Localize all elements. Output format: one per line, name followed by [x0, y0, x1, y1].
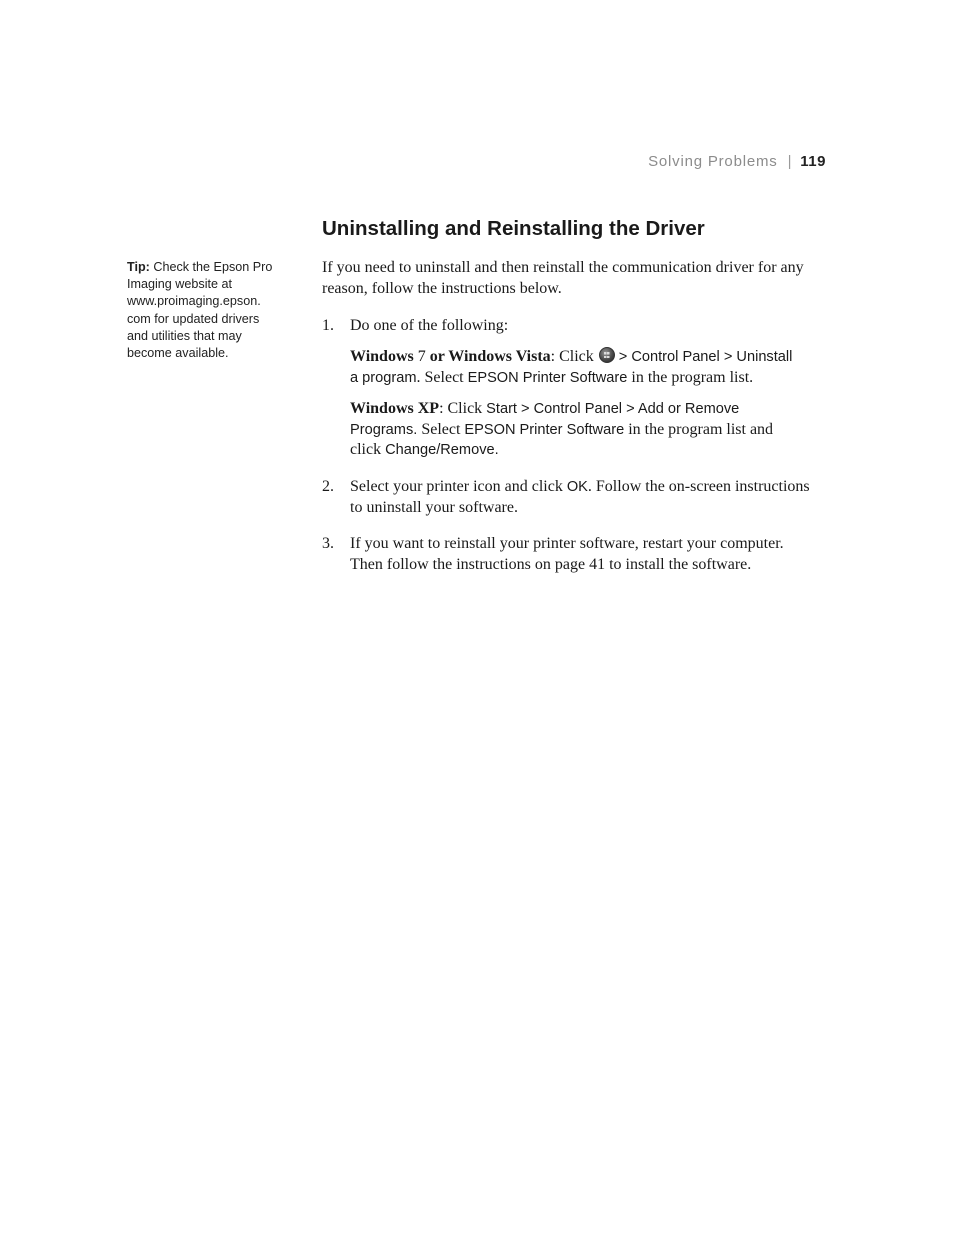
step-1-text: Do one of the following: [350, 317, 509, 334]
winxp-label: Windows XP [350, 400, 440, 417]
winxp-click-2: click [350, 441, 386, 458]
win7-label-c: or Windows Vista [429, 348, 551, 365]
running-head [648, 153, 826, 170]
step-1-number: 1. [322, 317, 334, 334]
tip-line-4: com for updated drivers [127, 311, 260, 326]
step-2-line-2: to uninstall your software. [350, 498, 518, 516]
step-3-line-2: Then follow the instructions on page 41 to install the software. [350, 555, 752, 573]
step-3-line-1: If you want to reinstall your printer software, restart your computer. [350, 535, 784, 552]
section-title: Uninstalling and Reinstalling the Driver [322, 217, 705, 240]
winxp-line-1 [350, 399, 832, 420]
winxp-select: Select [417, 420, 465, 438]
winxp-tail-1: in the program list and [624, 420, 774, 438]
tip-line-6: become available. [127, 346, 229, 361]
step-2-number: 2. [322, 478, 334, 495]
intro-paragraph [322, 258, 832, 299]
win7-line-1 [350, 347, 832, 368]
tip-line-1 [127, 259, 287, 276]
running-head-separator: | [787, 153, 793, 170]
tip-label: Tip: [127, 260, 150, 274]
tip-line-2: Imaging website at [127, 277, 233, 292]
winxp-software: EPSON Printer Software [464, 421, 625, 438]
step-2-line-1 [350, 477, 832, 498]
windows-xp-instructions [350, 399, 832, 461]
winxp-period: . [494, 442, 499, 458]
winxp-path-1: Start > Control Panel > Add or Remove [486, 401, 740, 417]
page-number: 119 [800, 153, 826, 170]
intro-line-1: If you need to uninstall and then reinstall the communication driver for any [322, 259, 804, 276]
intro-line-2: reason, follow the instructions below. [322, 279, 562, 297]
step-2-post: . Follow the on-screen instructions [587, 478, 810, 495]
tip-line-5: and utilities that may [127, 328, 242, 343]
winxp-change-remove: Change/Remove [385, 442, 495, 458]
step-3 [322, 534, 832, 575]
win7-line-2 [350, 368, 832, 389]
windows-start-icon [599, 347, 615, 363]
win7-tail: in the program list. [627, 368, 754, 386]
step-1 [322, 316, 832, 337]
step-2-ok: OK [566, 479, 588, 495]
running-head-section: Solving Problems [648, 153, 778, 170]
winxp-click: : Click [439, 400, 487, 417]
win7-label-a: Windows [350, 348, 414, 365]
tip-sidebar [127, 259, 287, 362]
win7-software: EPSON Printer Software [467, 369, 628, 386]
win7-label-b: 7 [413, 348, 430, 365]
win7-path-1: > Control Panel > Uninstall [618, 349, 793, 365]
winxp-line-2 [350, 420, 832, 441]
windows-7-instructions [350, 347, 832, 388]
step-3-number: 3. [322, 535, 334, 552]
step-2-pre: Select your printer icon and click [350, 478, 567, 495]
win7-click: : Click [550, 348, 594, 365]
winxp-path-2: Programs. [350, 421, 418, 438]
win7-path-2: a program [350, 369, 417, 386]
tip-text-1: Check the Epson Pro [149, 260, 273, 274]
winxp-line-3 [350, 440, 832, 461]
win7-select: . Select [416, 368, 468, 386]
tip-line-3: www.proimaging.epson. [127, 294, 261, 309]
step-2 [322, 477, 832, 518]
